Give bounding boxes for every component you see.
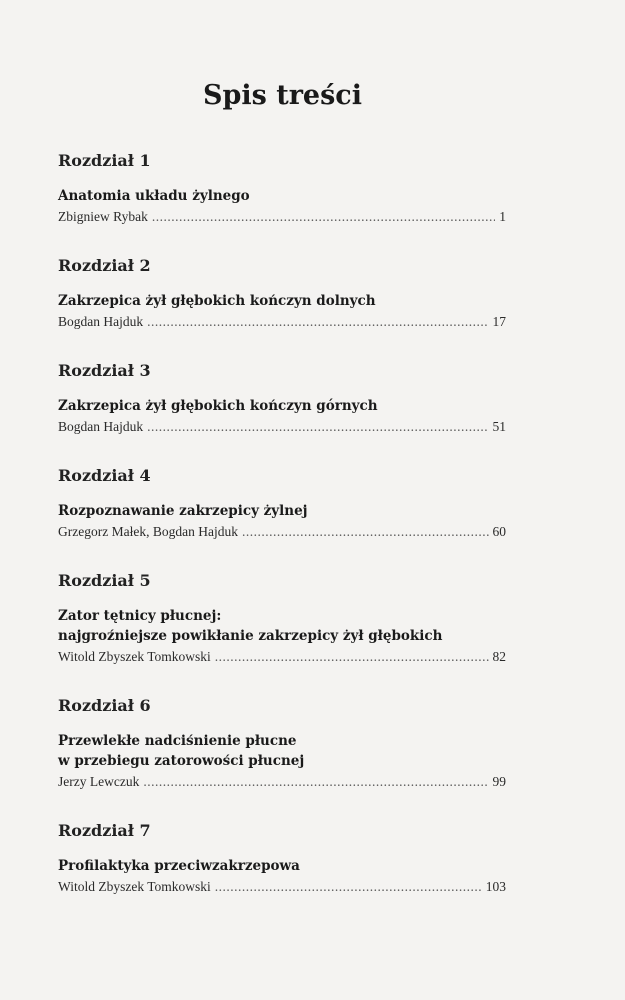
- dot-leader: [242, 521, 489, 543]
- chapter-author: Witold Zbyszek Tomkowski: [58, 649, 211, 664]
- chapter-entry-row: [58, 521, 506, 543]
- chapter-label: Rozdział 6: [58, 696, 151, 715]
- chapter-3: [58, 360, 506, 438]
- chapter-5: [58, 570, 506, 668]
- chapter-page-number: 1: [499, 209, 506, 224]
- chapter-7: [58, 820, 506, 898]
- chapter-1: [58, 150, 506, 228]
- chapter-entry-row: [58, 771, 506, 793]
- chapter-label: Rozdział 7: [58, 821, 151, 840]
- table-of-contents: [58, 150, 506, 925]
- dot-leader: [152, 206, 495, 228]
- chapter-entry-row: [58, 646, 506, 668]
- chapter-title: Zator tętnicy płucnej:: [58, 608, 222, 624]
- chapter-author: Bogdan Hajduk: [58, 419, 144, 434]
- chapter-title: Anatomia układu żylnego: [58, 188, 250, 204]
- chapter-2: [58, 255, 506, 333]
- chapter-label: Rozdział 5: [58, 571, 151, 590]
- chapter-page-number: 51: [492, 419, 506, 434]
- chapter-page-number: 60: [492, 524, 506, 539]
- dot-leader: [143, 771, 488, 793]
- chapter-title: Zakrzepica żył głębokich kończyn dolnych: [58, 293, 376, 309]
- chapter-author: Bogdan Hajduk: [58, 314, 144, 329]
- chapter-page-number: 82: [492, 649, 506, 664]
- chapter-author: Jerzy Lewczuk: [58, 774, 140, 789]
- chapter-4: [58, 465, 506, 543]
- chapter-title-line-2: w przebiegu zatorowości płucnej: [58, 753, 305, 769]
- chapter-title: Profilaktyka przeciwzakrzepowa: [58, 858, 300, 874]
- chapter-author: Zbigniew Rybak: [58, 209, 148, 224]
- chapter-entry-row: [58, 311, 506, 333]
- chapter-label: Rozdział 3: [58, 361, 151, 380]
- chapter-title: Zakrzepica żył głębokich kończyn górnych: [58, 398, 378, 414]
- chapter-6: [58, 695, 506, 793]
- chapter-page-number: 99: [492, 774, 506, 789]
- chapter-title-line-2: najgroźniejsze powikłanie zakrzepicy żył głębokich: [58, 628, 443, 644]
- dot-leader: [215, 876, 482, 898]
- chapter-entry-row: [58, 206, 506, 228]
- chapter-page-number: 103: [485, 879, 506, 894]
- chapter-title: Przewlekłe nadciśnienie płucne: [58, 733, 297, 749]
- chapter-title: Rozpoznawanie zakrzepicy żylnej: [58, 503, 308, 519]
- chapter-label: Rozdział 4: [58, 466, 151, 485]
- chapter-label: Rozdział 2: [58, 256, 151, 275]
- chapter-entry-row: [58, 876, 506, 898]
- dot-leader: [147, 416, 488, 438]
- chapter-page-number: 17: [492, 314, 506, 329]
- chapter-label: Rozdział 1: [58, 151, 151, 170]
- chapter-author: Witold Zbyszek Tomkowski: [58, 879, 211, 894]
- dot-leader: [215, 646, 489, 668]
- chapter-entry-row: [58, 416, 506, 438]
- dot-leader: [147, 311, 488, 333]
- page-title: Spis treści: [202, 80, 362, 111]
- chapter-author: Grzegorz Małek, Bogdan Hajduk: [58, 524, 238, 539]
